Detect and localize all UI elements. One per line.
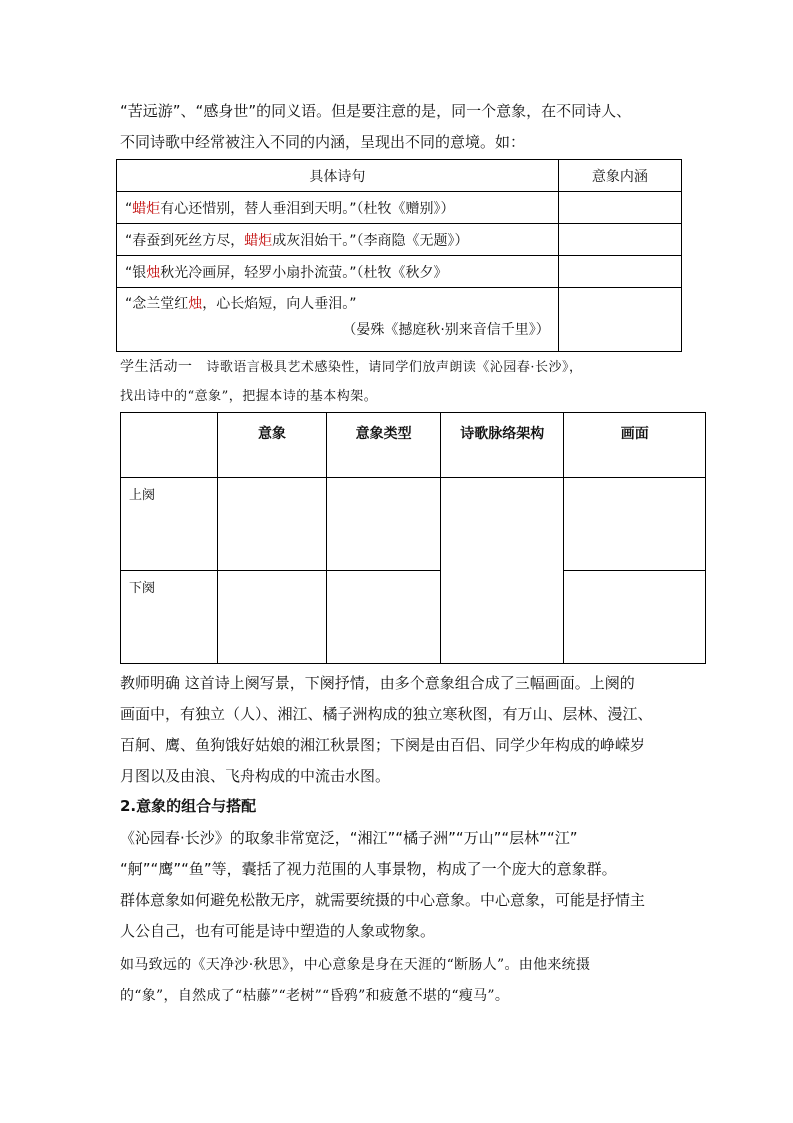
activity-text: 诗歌语言极具艺术感染性，请同学们放声朗读《沁园春·长沙》， xyxy=(206,360,583,375)
imagery-cell[interactable] xyxy=(217,571,327,664)
meaning-cell[interactable] xyxy=(558,256,681,288)
poem-text: “春蚕到死丝方尽， xyxy=(125,232,245,249)
closing-paragraph xyxy=(120,950,710,1012)
header-imagery-meaning: 意象内涵 xyxy=(558,160,681,192)
table-header-row xyxy=(121,413,706,478)
closing-line-2: 的“象”，自然成了“枯藤”“老树”“昏鸦”和疲惫不堪的“瘦马”。 xyxy=(120,988,510,1004)
intro-line-1: “苦远游”、“感身世”的同义语。但是要注意的是，同一个意象，在不同诗人、 xyxy=(120,102,632,120)
row-label-first-stanza: 上阕 xyxy=(121,478,218,571)
table-row xyxy=(121,478,706,571)
key-imagery: 蜡炬 xyxy=(244,232,273,249)
activity-label: 学生活动一 xyxy=(120,358,193,374)
poem-cell xyxy=(117,256,559,288)
poem-cell xyxy=(117,288,559,352)
closing-line-1: 如马致远的《天净沙·秋思》，中心意象是身在天涯的“断肠人”。由他来统摄 xyxy=(120,957,591,973)
teacher-line-2: 画面中，有独立（人）、湘江、橘子洲构成的独立寒秋图，有万山、层林、漫江、 xyxy=(120,705,653,723)
activity-line-1 xyxy=(120,352,700,382)
table-row xyxy=(117,224,682,256)
scene-cell[interactable] xyxy=(564,571,706,664)
section-heading: 2.意象的组合与搭配 xyxy=(120,797,257,815)
table-row xyxy=(117,288,682,352)
poem-text: 成灰泪始干。”（李商隐《无题》） xyxy=(272,232,469,249)
section-line-4: 人公自己，也有可能是诗中塑造的人象或物象。 xyxy=(120,922,436,940)
header-structure: 诗歌脉络架构 xyxy=(440,413,564,478)
teacher-label: 教师明确 xyxy=(120,674,181,692)
table-row xyxy=(117,192,682,224)
row-label-second-stanza: 下阕 xyxy=(121,571,218,664)
table-row xyxy=(121,571,706,664)
teacher-line-4: 月图以及由浪、飞舟构成的中流击水图。 xyxy=(120,767,391,785)
header-imagery-type: 意象类型 xyxy=(327,413,441,478)
section-line-3: 群体意象如何避免松散无序，就需要统摄的中心意象。中心意象，可能是抒情主 xyxy=(120,891,646,909)
teacher-text: 这首诗上阕写景，下阕抒情，由多个意象组合成了三幅画面。上阕的 xyxy=(184,674,635,692)
poem-text: 有心还惜别，替人垂泪到天明。”（杜牧《赠别》） xyxy=(160,200,455,217)
poem-cell xyxy=(117,192,559,224)
teacher-line-1 xyxy=(120,668,700,699)
section-body xyxy=(120,823,700,947)
section-line-2: “舸”“鹰”“鱼”等，囊括了视力范围的人事景物，构成了一个庞大的意象群。 xyxy=(120,860,617,878)
meaning-cell[interactable] xyxy=(558,288,681,352)
header-blank xyxy=(121,413,218,478)
table-header-row xyxy=(117,160,682,192)
header-scene: 画面 xyxy=(564,413,706,478)
poem-text: “念兰堂红 xyxy=(125,296,189,312)
imagery-meaning-table xyxy=(116,159,682,352)
table-row xyxy=(117,256,682,288)
poem-cell xyxy=(117,224,559,256)
structure-cell[interactable] xyxy=(440,478,564,664)
scene-cell[interactable] xyxy=(564,478,706,571)
meaning-cell[interactable] xyxy=(558,192,681,224)
meaning-cell[interactable] xyxy=(558,224,681,256)
header-imagery: 意象 xyxy=(217,413,327,478)
key-imagery: 烛 xyxy=(188,296,203,312)
section-line-1: 《沁园春·长沙》的取象非常宽泛，“湘江”“橘子洲”“万山”“层林”“江” xyxy=(120,829,578,847)
imagery-type-cell[interactable] xyxy=(327,478,441,571)
imagery-type-cell[interactable] xyxy=(327,571,441,664)
key-imagery: 蜡炬 xyxy=(132,200,161,217)
header-poem-lines: 具体诗句 xyxy=(117,160,559,192)
imagery-cell[interactable] xyxy=(217,478,327,571)
poem-text: ，心长焰短，向人垂泪。” xyxy=(202,296,357,312)
intro-line-2: 不同诗歌中经常被注入不同的内涵，呈现出不同的意境。如： xyxy=(120,133,526,151)
poem-text: “ xyxy=(125,200,133,217)
poem-text: “银 xyxy=(125,264,147,281)
poem-text: 秋光冷画屏，轻罗小扇扑流萤。”（杜牧《秋夕》 xyxy=(160,264,448,281)
analysis-table xyxy=(120,412,706,664)
activity-line-2: 找出诗中的“意象”，把握本诗的基本构架。 xyxy=(120,389,378,404)
key-imagery: 烛 xyxy=(146,264,161,281)
student-activity xyxy=(120,352,700,411)
teacher-summary xyxy=(120,668,700,792)
poem-source: （晏殊《撼庭秋·别来音信千里》） xyxy=(342,322,550,338)
teacher-line-3: 百舸、鹰、鱼狗饿好姑娘的湘江秋景图；下阕是由百侣、同学少年构成的峥嵘岁 xyxy=(120,736,646,754)
